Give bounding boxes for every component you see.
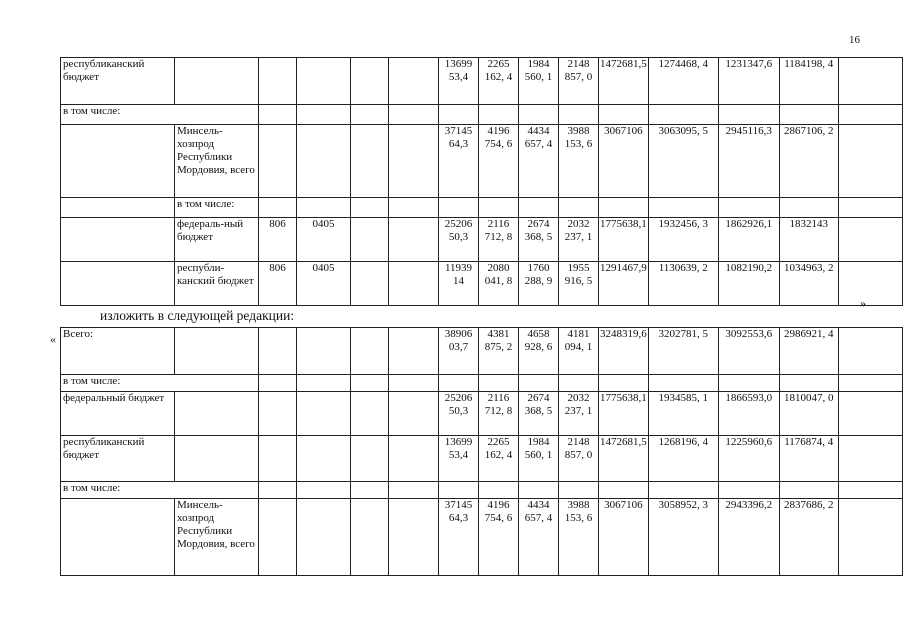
value-cell: 2867106, 2 xyxy=(779,125,838,198)
value-cell: 1934585, 1 xyxy=(648,392,718,436)
empty-cell xyxy=(838,125,902,198)
value-cell: 3063095, 5 xyxy=(648,125,718,198)
value-cell: 1082190,2 xyxy=(718,262,779,306)
value-cell: 3202781, 5 xyxy=(648,328,718,375)
value-cell: 1184198, 4 xyxy=(779,58,838,105)
value-cell: 3988 153, 6 xyxy=(559,125,599,198)
row-org xyxy=(175,392,259,436)
value-cell: 1176874, 4 xyxy=(779,436,838,482)
empty-cell xyxy=(838,262,902,306)
value-cell: 2032 237, 1 xyxy=(559,218,599,262)
code-cell xyxy=(259,499,297,576)
code-cell: 0405 xyxy=(297,218,351,262)
value-cell: 37145 64,3 xyxy=(439,499,479,576)
code-cell xyxy=(297,328,351,375)
empty-cell xyxy=(351,436,389,482)
value-cell: 1225960,6 xyxy=(718,436,779,482)
value-cell: 3092553,6 xyxy=(718,328,779,375)
value-cell: 1984 560, 1 xyxy=(519,436,559,482)
value-cell: 1832143 xyxy=(779,218,838,262)
value-cell: 1268196, 4 xyxy=(648,436,718,482)
row-org: Минсель-хозпрод Республики Мордовия, всего xyxy=(175,125,259,198)
value-cell: 4381 875, 2 xyxy=(479,328,519,375)
row-org: федераль-ный бюджет xyxy=(175,218,259,262)
row-name: Всего: xyxy=(61,328,175,375)
table-row xyxy=(61,105,903,125)
row-name: федеральный бюджет xyxy=(61,392,175,436)
value-cell: 3067106 xyxy=(599,499,649,576)
empty-cell xyxy=(389,125,439,198)
code-cell xyxy=(297,58,351,105)
table-row xyxy=(61,436,903,482)
empty-cell xyxy=(389,58,439,105)
value-cell: 13699 53,4 xyxy=(439,436,479,482)
code-cell xyxy=(259,58,297,105)
value-cell: 4434 657, 4 xyxy=(519,125,559,198)
value-cell: 3248319,6 xyxy=(599,328,649,375)
section-label: в том числе: xyxy=(61,105,259,125)
value-cell: 2116 712, 8 xyxy=(479,218,519,262)
empty-cell xyxy=(838,499,902,576)
code-cell xyxy=(297,436,351,482)
row-org: Минсель-хозпрод Республики Мордовия, всего xyxy=(175,499,259,576)
empty-cell xyxy=(838,328,902,375)
empty-cell xyxy=(351,392,389,436)
value-cell: 1034963, 2 xyxy=(779,262,838,306)
value-cell: 11939 14 xyxy=(439,262,479,306)
table-row xyxy=(61,392,903,436)
empty-cell xyxy=(389,436,439,482)
value-cell: 37145 64,3 xyxy=(439,125,479,198)
value-cell: 25206 50,3 xyxy=(439,392,479,436)
row-name xyxy=(61,125,175,198)
value-cell: 1472681,5 xyxy=(599,436,649,482)
row-name xyxy=(61,499,175,576)
value-cell: 1932456, 3 xyxy=(648,218,718,262)
code-cell: 806 xyxy=(259,262,297,306)
value-cell: 1775638,1 xyxy=(599,392,649,436)
section-label: в том числе: xyxy=(61,375,259,392)
section-label: в том числе: xyxy=(175,198,259,218)
value-cell: 2116 712, 8 xyxy=(479,392,519,436)
empty-cell xyxy=(351,218,389,262)
empty-cell xyxy=(351,125,389,198)
row-org xyxy=(175,328,259,375)
value-cell: 13699 53,4 xyxy=(439,58,479,105)
code-cell xyxy=(297,499,351,576)
value-cell: 1955 916, 5 xyxy=(559,262,599,306)
value-cell: 1130639, 2 xyxy=(648,262,718,306)
table-row xyxy=(61,58,903,105)
value-cell: 3988 153, 6 xyxy=(559,499,599,576)
table-row xyxy=(61,499,903,576)
table-row xyxy=(61,375,903,392)
row-org xyxy=(175,436,259,482)
empty-cell xyxy=(389,218,439,262)
value-cell: 2986921, 4 xyxy=(779,328,838,375)
table-row xyxy=(61,328,903,375)
value-cell: 1231347,6 xyxy=(718,58,779,105)
value-cell: 2148 857, 0 xyxy=(559,436,599,482)
row-name: республиканский бюджет xyxy=(61,436,175,482)
budget-table-new xyxy=(60,327,903,576)
value-cell: 4181 094, 1 xyxy=(559,328,599,375)
row-name: республиканский бюджет xyxy=(61,58,175,105)
value-cell: 2943396,2 xyxy=(718,499,779,576)
value-cell: 3058952, 3 xyxy=(648,499,718,576)
table-row xyxy=(61,482,903,499)
row-name xyxy=(61,218,175,262)
value-cell: 1472681,5 xyxy=(599,58,649,105)
value-cell: 2674 368, 5 xyxy=(519,218,559,262)
value-cell: 2148 857, 0 xyxy=(559,58,599,105)
empty-cell xyxy=(389,328,439,375)
value-cell: 1775638,1 xyxy=(599,218,649,262)
table-row xyxy=(61,262,903,306)
empty-cell xyxy=(351,58,389,105)
value-cell: 3067106 xyxy=(599,125,649,198)
budget-table-old xyxy=(60,57,903,306)
value-cell: 2032 237, 1 xyxy=(559,392,599,436)
value-cell: 38906 03,7 xyxy=(439,328,479,375)
code-cell xyxy=(259,328,297,375)
value-cell: 1291467,9 xyxy=(599,262,649,306)
empty-cell xyxy=(838,436,902,482)
value-cell: 2945116,3 xyxy=(718,125,779,198)
table-row xyxy=(61,198,903,218)
value-cell: 1862926,1 xyxy=(718,218,779,262)
page-number: 16 xyxy=(849,34,860,46)
value-cell: 4196 754, 6 xyxy=(479,499,519,576)
value-cell: 1760 288, 9 xyxy=(519,262,559,306)
value-cell: 2837686, 2 xyxy=(779,499,838,576)
code-cell: 806 xyxy=(259,218,297,262)
value-cell: 1810047, 0 xyxy=(779,392,838,436)
value-cell: 4434 657, 4 xyxy=(519,499,559,576)
empty-cell xyxy=(351,499,389,576)
table-row xyxy=(61,218,903,262)
closing-quote: » xyxy=(860,296,866,310)
row-name xyxy=(61,262,175,306)
value-cell: 2080 041, 8 xyxy=(479,262,519,306)
code-cell xyxy=(259,125,297,198)
value-cell: 4196 754, 6 xyxy=(479,125,519,198)
row-org xyxy=(175,58,259,105)
empty-cell xyxy=(838,218,902,262)
table-row xyxy=(61,125,903,198)
value-cell: 2265 162, 4 xyxy=(479,436,519,482)
empty-cell xyxy=(389,392,439,436)
amendment-phrase: изложить в следующей редакции: xyxy=(100,308,295,323)
code-cell: 0405 xyxy=(297,262,351,306)
empty-cell xyxy=(389,262,439,306)
code-cell xyxy=(259,436,297,482)
value-cell: 1866593,0 xyxy=(718,392,779,436)
code-cell xyxy=(297,392,351,436)
empty-cell xyxy=(838,392,902,436)
value-cell: 4658 928, 6 xyxy=(519,328,559,375)
value-cell: 2265 162, 4 xyxy=(479,58,519,105)
code-cell xyxy=(259,392,297,436)
section-label: в том числе: xyxy=(61,482,259,499)
empty-cell xyxy=(351,328,389,375)
empty-cell xyxy=(389,499,439,576)
empty-cell xyxy=(838,58,902,105)
opening-quote: « xyxy=(50,332,56,346)
code-cell xyxy=(297,125,351,198)
value-cell: 1274468, 4 xyxy=(648,58,718,105)
empty-cell xyxy=(351,262,389,306)
value-cell: 1984 560, 1 xyxy=(519,58,559,105)
value-cell: 2674 368, 5 xyxy=(519,392,559,436)
row-org: республи-канский бюджет xyxy=(175,262,259,306)
value-cell: 25206 50,3 xyxy=(439,218,479,262)
